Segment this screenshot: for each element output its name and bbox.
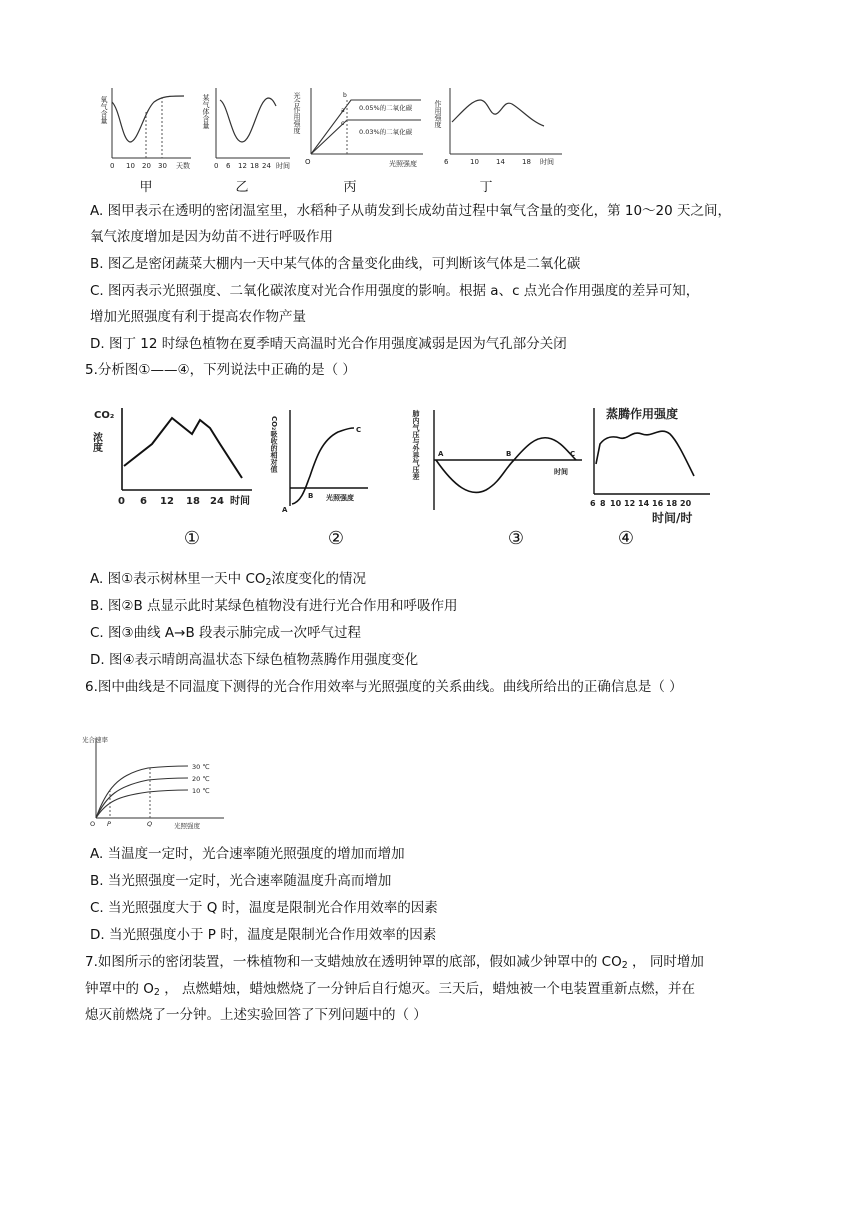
svg-text:0: 0 bbox=[110, 162, 115, 170]
svg-text:浓度: 浓度 bbox=[90, 432, 102, 452]
caption-q5-4: ④ bbox=[617, 528, 635, 549]
bing-ylabel: 光合作用强度 bbox=[293, 92, 301, 134]
q4-option-a-line1: A. 图甲表示在透明的密闭温室里，水稻种子从萌发到长成幼苗过程中氧气含量的变化，第 10～20 天之间， bbox=[90, 203, 732, 219]
ding-ylabel: 作用强度 bbox=[434, 100, 442, 128]
svg-text:14: 14 bbox=[638, 499, 650, 508]
caption-q5-3: ③ bbox=[507, 528, 525, 549]
figure-q5-2 bbox=[268, 406, 378, 516]
svg-text:C: C bbox=[356, 426, 362, 434]
svg-text:天数: 天数 bbox=[176, 162, 190, 170]
svg-text:O: O bbox=[305, 158, 311, 166]
svg-text:10: 10 bbox=[610, 499, 622, 508]
svg-text:12: 12 bbox=[624, 499, 636, 508]
svg-text:6: 6 bbox=[444, 158, 449, 166]
q7-stem-line2: 钟罩中的 $O_2$ ， 点燃蜡烛，蜡烛燃烧了一分钟后自行熄灭。三天后，蜡烛被一个电装置重新点燃，并在 bbox=[85, 981, 696, 998]
svg-text:20: 20 bbox=[142, 162, 151, 170]
svg-text:6: 6 bbox=[226, 162, 231, 170]
svg-text:B: B bbox=[308, 492, 314, 500]
q6-option-d: D. 当光照强度小于 P 时，温度是限制光合作用效率的因素 bbox=[90, 927, 437, 943]
svg-text:A: A bbox=[438, 450, 444, 458]
svg-text:12: 12 bbox=[238, 162, 247, 170]
svg-text:0.05%的二氧化碳: 0.05%的二氧化碳 bbox=[359, 104, 413, 112]
svg-text:10 ℃: 10 ℃ bbox=[192, 787, 210, 795]
svg-text:时间: 时间 bbox=[540, 158, 554, 166]
q7-stem-line1: 7.如图所示的密闭装置，一株植物和一支蜡烛放在透明钟罩的底部，假如减少钟罩中的 $CO_2$ ， 同时增加 bbox=[85, 954, 704, 971]
q6-option-b: B. 当光照强度一定时，光合速率随温度升高而增加 bbox=[90, 873, 392, 889]
q7-stem-line3: 熄灭前燃烧了一分钟。上述实验回答了下列问题中的（ ） bbox=[85, 1007, 427, 1023]
svg-text:C: C bbox=[570, 450, 576, 458]
q4-option-d: D. 图丁 12 时绿色植物在夏季晴天高温时光合作用强度减弱是因为气孔部分关闭 bbox=[90, 336, 567, 352]
svg-text:18: 18 bbox=[250, 162, 259, 170]
svg-text:20: 20 bbox=[680, 499, 692, 508]
q6-stem: 6.图中曲线是不同温度下测得的光合作用效率与光照强度的关系曲线。曲线所给出的正确信息是（ ） bbox=[85, 679, 683, 695]
q5-stem: 5.分析图①——④，下列说法中正确的是（ ） bbox=[85, 362, 356, 378]
svg-text:时间/时: 时间/时 bbox=[652, 511, 693, 525]
caption-q5-1: ① bbox=[183, 528, 201, 549]
svg-text:30: 30 bbox=[158, 162, 167, 170]
caption-q5-2: ② bbox=[327, 528, 345, 549]
q5-option-b: B. 图②B 点显示此时某绿色植物没有进行光合作用和呼吸作用 bbox=[90, 598, 458, 614]
q6-option-c: C. 当光照强度大于 Q 时，温度是限制光合作用效率的因素 bbox=[90, 900, 438, 916]
svg-text:B: B bbox=[506, 450, 512, 458]
svg-text:光照强度: 光照强度 bbox=[174, 822, 200, 830]
svg-text:CO₂: CO₂ bbox=[94, 410, 115, 421]
figure-jia bbox=[96, 82, 201, 174]
svg-text:蒸腾作用强度: 蒸腾作用强度 bbox=[606, 407, 679, 421]
svg-text:光照强度: 光照强度 bbox=[389, 160, 417, 168]
svg-text:16: 16 bbox=[652, 499, 664, 508]
q5-option-a: A. 图①表示树林里一天中 $CO_2$浓度变化的情况 bbox=[90, 571, 367, 588]
svg-text:P: P bbox=[107, 820, 111, 828]
svg-text:18: 18 bbox=[186, 496, 200, 507]
svg-text:10: 10 bbox=[470, 158, 479, 166]
q4-option-b: B. 图乙是密闭蔬菜大棚内一天中某气体的含量变化曲线，可判断该气体是二氧化碳 bbox=[90, 256, 581, 272]
svg-text:8: 8 bbox=[600, 499, 606, 508]
jia-ylabel: 氧气含量 bbox=[100, 96, 108, 124]
svg-text:10: 10 bbox=[126, 162, 135, 170]
svg-text:A: A bbox=[282, 506, 288, 514]
svg-text:肺内气压与外界气压差: 肺内气压与外界气压差 bbox=[412, 410, 420, 480]
svg-text:Q: Q bbox=[147, 820, 153, 828]
figure-yi bbox=[200, 82, 300, 174]
svg-text:24: 24 bbox=[210, 496, 224, 507]
svg-text:12: 12 bbox=[160, 496, 174, 507]
caption-yi: 乙 bbox=[235, 180, 249, 195]
svg-text:6: 6 bbox=[140, 496, 147, 507]
figure-q6 bbox=[78, 730, 228, 834]
svg-text:18: 18 bbox=[522, 158, 531, 166]
svg-text:时间: 时间 bbox=[276, 162, 290, 170]
figure-q5-4 bbox=[586, 404, 716, 528]
q6-option-a: A. 当温度一定时，光合速率随光照强度的增加而增加 bbox=[90, 846, 405, 862]
svg-text:b: b bbox=[343, 92, 347, 99]
q5-option-d: D. 图④表示晴朗高温状态下绿色植物蒸腾作用强度变化 bbox=[90, 652, 419, 668]
svg-text:0: 0 bbox=[214, 162, 219, 170]
svg-text:时间: 时间 bbox=[230, 496, 250, 507]
svg-text:0.03%的二氧化碳: 0.03%的二氧化碳 bbox=[359, 128, 413, 136]
svg-text:20 ℃: 20 ℃ bbox=[192, 775, 210, 783]
svg-text:CO₂吸收的相对值: CO₂吸收的相对值 bbox=[270, 416, 278, 473]
svg-text:18: 18 bbox=[666, 499, 678, 508]
svg-text:O: O bbox=[90, 820, 96, 828]
q4-option-a-line2: 氧气浓度增加是因为幼苗不进行呼吸作用 bbox=[90, 229, 333, 245]
svg-text:时间: 时间 bbox=[554, 468, 568, 476]
q4-option-c-line1: C. 图丙表示光照强度、二氧化碳浓度对光合作用强度的影响。根据 a、c 点光合作用强度的差异可知， bbox=[90, 283, 700, 299]
caption-jia: 甲 bbox=[139, 180, 153, 195]
svg-text:a: a bbox=[341, 107, 345, 114]
svg-text:光合速率: 光合速率 bbox=[82, 736, 108, 744]
svg-text:c: c bbox=[341, 120, 345, 127]
svg-text:30 ℃: 30 ℃ bbox=[192, 763, 210, 771]
svg-text:光照强度: 光照强度 bbox=[326, 494, 354, 502]
figure-ding bbox=[432, 82, 567, 174]
svg-text:24: 24 bbox=[262, 162, 271, 170]
q5-option-c: C. 图③曲线 A→B 段表示肺完成一次呼气过程 bbox=[90, 625, 362, 641]
svg-text:6: 6 bbox=[590, 499, 596, 508]
svg-text:14: 14 bbox=[496, 158, 505, 166]
q4-option-c-line2: 增加光照强度有利于提高农作物产量 bbox=[90, 309, 306, 325]
caption-bing: 丙 bbox=[343, 180, 357, 195]
caption-ding: 丁 bbox=[479, 180, 493, 195]
svg-text:0: 0 bbox=[118, 496, 125, 507]
figure-bing bbox=[293, 82, 433, 174]
yi-ylabel: 某气体含量 bbox=[202, 94, 210, 129]
figure-q5-3 bbox=[414, 406, 590, 516]
figure-q5-1 bbox=[92, 404, 264, 514]
